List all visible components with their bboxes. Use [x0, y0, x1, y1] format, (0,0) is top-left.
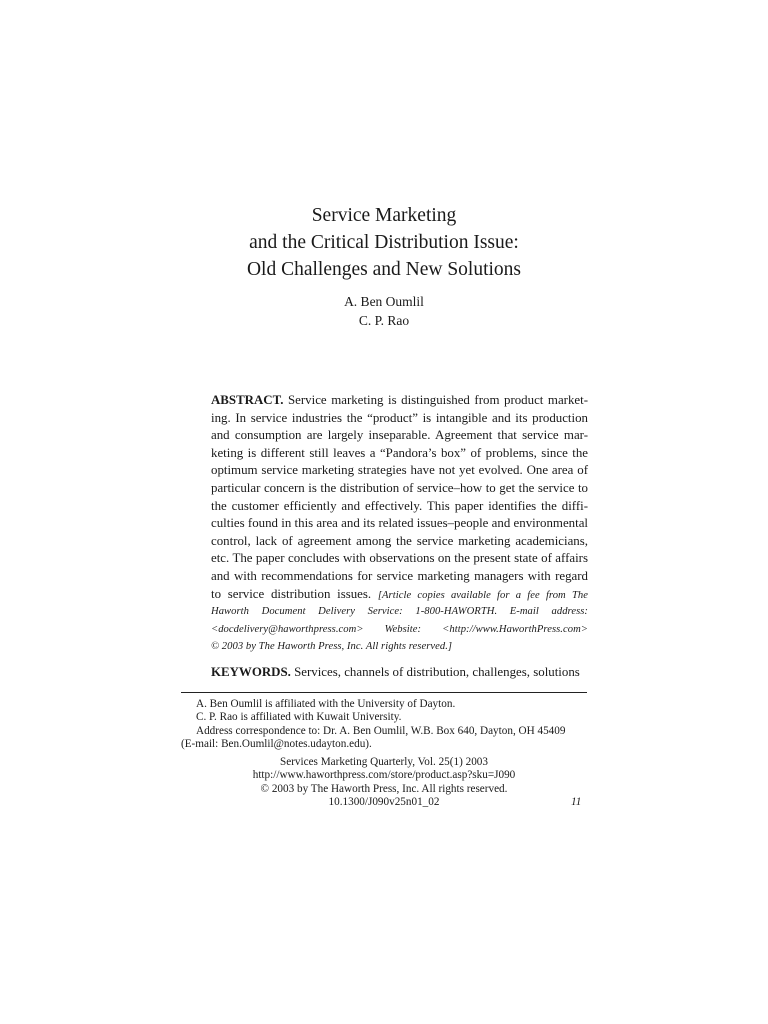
footnote-line: Address correspondence to: Dr. A. Ben Oumlil, W.B. Box 640, Dayton, OH 45409 [196, 724, 566, 737]
abstract-line [211, 586, 588, 604]
abstract-text: Service marketing is distinguished from product market- [283, 393, 588, 407]
abstract-line: etc. The paper concludes with observations on the present state of affairs [211, 551, 588, 566]
abstract-line [211, 392, 588, 410]
abstract-line: ing. In service industries the “product” is intangible and its production [211, 410, 588, 425]
abstract-line: control, lack of agreement among the service marketing academicians, [211, 533, 588, 548]
page-number: 11 [571, 796, 582, 808]
article-copies-note: <docdelivery@haworthpress.com> Website: <http://www.HaworthPress.com> [211, 623, 588, 635]
journal-citation [181, 756, 587, 810]
abstract-line: particular concern is the distribution of service–how to get the service to [211, 480, 588, 495]
journal-name: Services Marketing Quarterly, Vol. 25(1) 2003 [280, 756, 488, 768]
title-line-3: Old Challenges and New Solutions [246, 259, 522, 280]
article-copies-note: [Article copies available for a fee from The [377, 589, 588, 601]
abstract-text: to service distribution issues. [211, 586, 378, 601]
title-line-2: and the Critical Distribution Issue: [249, 232, 519, 253]
footnote-line: A. Ben Oumlil is affiliated with the University of Dayton. [196, 698, 456, 710]
keywords-label: KEYWORDS. [211, 665, 291, 679]
author-name: A. Ben Oumlil [344, 294, 424, 309]
article-title [0, 202, 768, 283]
article-copies-note: © 2003 by The Haworth Press, Inc. All rights reserved.] [211, 641, 453, 653]
title-line-1: Service Marketing [311, 205, 457, 226]
abstract-line: and with recommendations for service marketing managers with regard [211, 568, 588, 583]
keywords-text: Services, channels of distribution, challenges, solutions [290, 665, 580, 679]
article-copies-note: Haworth Document Delivery Service: 1-800-HAWORTH. E-mail address: [211, 606, 588, 618]
doi: 10.1300/J090v25n01_02 [328, 796, 440, 809]
abstract-line: optimum service marketing strategies have not yet evolved. One area of [211, 463, 588, 478]
keywords [211, 665, 591, 680]
abstract-line: the customer efficiently and effectively. This paper identifies the diffi- [211, 498, 588, 513]
author-list [0, 292, 768, 330]
copyright-notice: © 2003 by The Haworth Press, Inc. All rights reserved. [260, 782, 508, 795]
abstract-label: ABSTRACT. [211, 393, 284, 407]
abstract-line: and consumption are largely inseparable. Agreement that service mar- [211, 428, 588, 443]
footnote-line: C. P. Rao is affiliated with Kuwait University. [196, 711, 402, 724]
journal-url: http://www.haworthpress.com/store/product.asp?sku=J090 [252, 769, 516, 782]
author-name: C. P. Rao [358, 313, 410, 328]
abstract [211, 392, 588, 656]
abstract-line: keting is different still leaves a “Pandora’s box” of problems, since the [211, 445, 588, 460]
abstract-line: culties found in this area and its related issues–people and environmental [211, 516, 588, 531]
footnote-line: (E-mail: Ben.Oumlil@notes.udayton.edu). [181, 738, 372, 751]
footnotes [181, 698, 591, 752]
footnote-divider [181, 692, 587, 693]
